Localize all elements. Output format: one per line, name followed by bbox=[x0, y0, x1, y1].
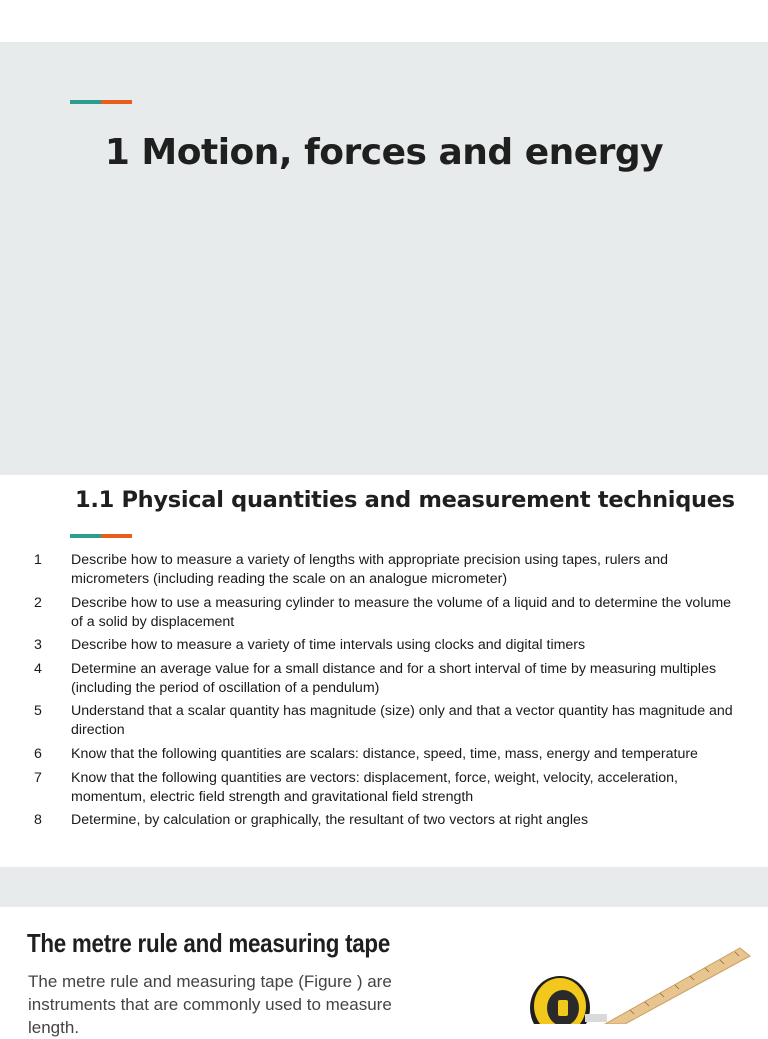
item-text: Know that the following quantities are vectors: displacement, force, weight, velocity, acceleration, momentum, electric field strength and gravitational field strength bbox=[71, 769, 678, 805]
list-item bbox=[34, 769, 744, 807]
list-item bbox=[34, 811, 744, 830]
title-accent-bar bbox=[70, 100, 132, 104]
item-number: 1 bbox=[34, 552, 42, 568]
item-text: Understand that a scalar quantity has magnitude (size) only and that a vector quantity has magnitude and direction bbox=[71, 703, 733, 739]
section-title: 1.1 Physical quantities and measurement techniques bbox=[75, 487, 735, 513]
list-item bbox=[34, 745, 744, 764]
item-number: 3 bbox=[34, 637, 42, 654]
item-number: 5 bbox=[34, 703, 42, 720]
subsection-heading: The metre rule and measuring tape bbox=[27, 928, 391, 958]
item-number: 6 bbox=[34, 745, 42, 762]
item-text: Describe how to measure a variety of lengths with appropriate precision using tapes, rulers and micrometers (including reading the scale on an analogue micrometer) bbox=[71, 552, 668, 587]
objectives-list bbox=[34, 551, 744, 835]
list-item bbox=[34, 702, 744, 740]
tape-measure-photo bbox=[430, 930, 768, 1024]
list-item bbox=[34, 594, 744, 632]
body-paragraph: The metre rule and measuring tape (Figure ) are instruments that are commonly used to measure length. bbox=[28, 972, 392, 1037]
item-number: 8 bbox=[34, 812, 42, 829]
list-item bbox=[34, 660, 744, 698]
item-text: Determine an average value for a small distance and for a short interval of time by measuring multiples (including the period of oscillation of a pendulum) bbox=[71, 660, 717, 696]
item-text: Determine, by calculation or graphically, the resultant of two vectors at right angles bbox=[71, 812, 589, 829]
title-slide bbox=[0, 42, 768, 475]
item-number: 4 bbox=[34, 660, 42, 677]
item-text: Know that the following quantities are scalars: distance, speed, time, mass, energy and temperature bbox=[71, 745, 698, 762]
list-item bbox=[34, 551, 744, 589]
item-text: Describe how to use a measuring cylinder to measure the volume of a liquid and to determine the volume of a solid by displacement bbox=[71, 594, 732, 630]
chapter-title: 1 Motion, forces and energy bbox=[104, 132, 664, 173]
item-text: Describe how to measure a variety of time intervals using clocks and digital timers bbox=[71, 637, 586, 654]
list-item bbox=[34, 636, 744, 655]
section-accent-bar bbox=[70, 534, 132, 538]
item-number: 7 bbox=[34, 769, 42, 786]
item-number: 2 bbox=[34, 594, 42, 611]
slide-separator bbox=[0, 867, 768, 907]
